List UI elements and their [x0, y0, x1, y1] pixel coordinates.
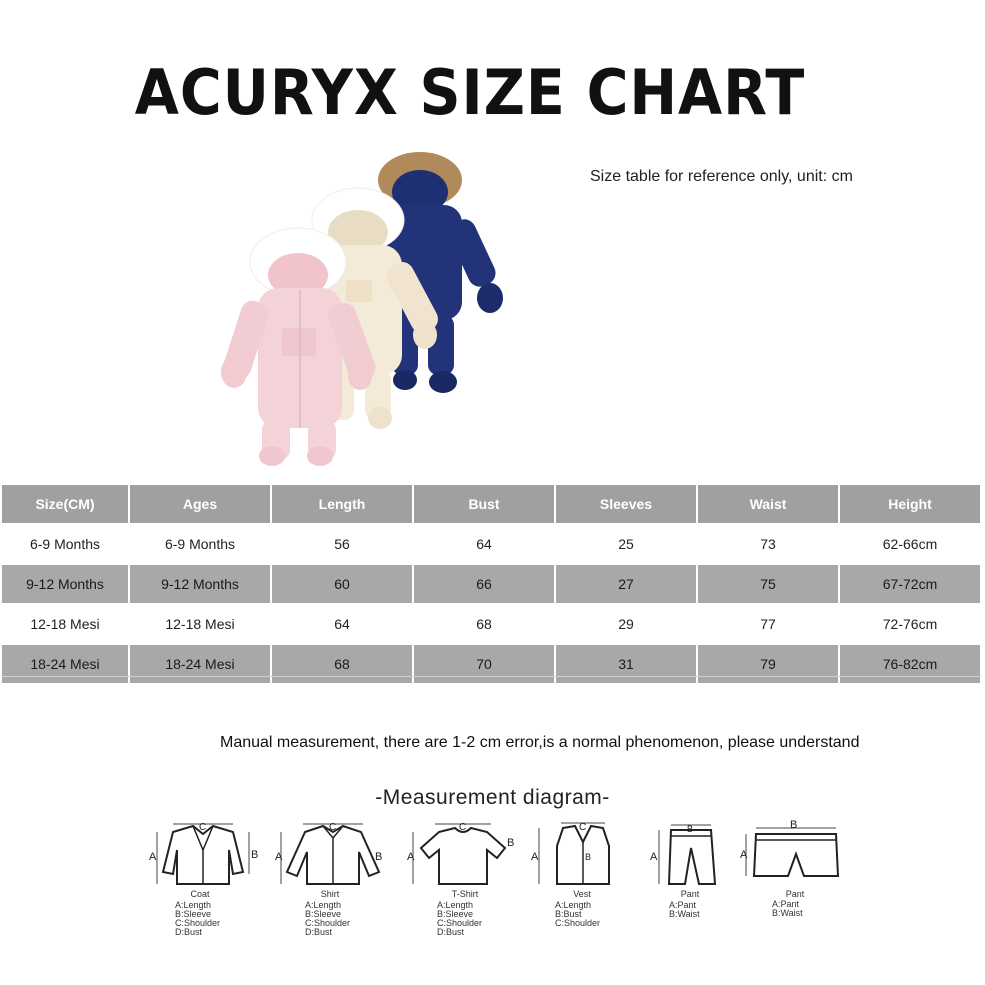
garment-name: T-Shirt: [451, 889, 479, 899]
legend-item: D:Bust: [175, 927, 203, 937]
legend-item: A:Pant: [772, 899, 800, 909]
diagram-label-a: A: [740, 849, 748, 861]
table-cell: 64: [413, 524, 555, 564]
shorts-icon: [740, 818, 850, 888]
legend-item: B:Sleeve: [437, 909, 474, 919]
legend-item: B:Waist: [772, 908, 803, 918]
garment-legend: [305, 901, 350, 937]
diagram-label-c: C: [329, 822, 337, 833]
diagram-label-a: A: [531, 851, 539, 863]
diagram-label-c: C: [199, 822, 207, 833]
legend-item: A:Length: [555, 900, 592, 910]
legend-item: A:Length: [175, 900, 212, 910]
table-cell: 31: [555, 644, 697, 684]
header-ages: Ages: [129, 485, 271, 524]
coat-icon: [145, 820, 275, 890]
table-cell: 70: [413, 644, 555, 684]
diagram-label-a: A: [275, 851, 283, 863]
garment-legend: [772, 900, 803, 918]
table-cell: 60: [271, 564, 413, 604]
table-cell: 73: [697, 524, 839, 564]
table-cell: 67-72cm: [839, 564, 981, 604]
table-cell: 29: [555, 604, 697, 644]
table-cell: 64: [271, 604, 413, 644]
header-length: Length: [271, 485, 413, 524]
legend-item: C:Shoulder: [437, 918, 483, 928]
table-cell: 75: [697, 564, 839, 604]
table-cell: 56: [271, 524, 413, 564]
vest-icon: [525, 820, 655, 890]
garment-legend: [175, 901, 220, 937]
header-size: Size(CM): [2, 485, 129, 524]
header-waist: Waist: [697, 485, 839, 524]
table-header-row: [2, 485, 981, 524]
legend-item: B:Sleeve: [175, 909, 212, 919]
legend-item: A:Pant: [669, 900, 697, 910]
garment-name: Pant: [680, 889, 700, 899]
garment-name: Coat: [190, 889, 210, 899]
reference-note: Size table for reference only, unit: cm: [590, 168, 853, 185]
diagram-label-b: B: [790, 819, 798, 831]
garment-legend: [437, 901, 482, 937]
table-row: [2, 644, 981, 684]
coat-diagram: [145, 820, 275, 940]
legend-item: B:Sleeve: [305, 909, 342, 919]
diagram-label-b: B: [507, 837, 515, 849]
table-cell: 62-66cm: [839, 524, 981, 564]
vest-diagram: [525, 820, 655, 940]
page-title: ACURYX SIZE CHART: [134, 56, 806, 129]
legend-item: D:Bust: [305, 927, 333, 937]
legend-item: D:Bust: [437, 927, 465, 937]
diagram-label-b: B: [687, 824, 694, 834]
table-cell: 68: [413, 604, 555, 644]
header-sleeves: Sleeves: [555, 485, 697, 524]
table-cell: 18-24 Mesi: [2, 644, 129, 684]
table-cell: 72-76cm: [839, 604, 981, 644]
legend-item: B:Waist: [669, 909, 700, 919]
table-cell: 27: [555, 564, 697, 604]
table-cell: 9-12 Months: [129, 564, 271, 604]
diagram-label-b: B: [375, 851, 383, 863]
pant-icon: [645, 820, 745, 890]
table-divider: [2, 676, 981, 677]
legend-item: C:Shoulder: [555, 918, 601, 928]
measurement-note: Manual measurement, there are 1-2 cm error,is a normal phenomenon, please understand: [220, 734, 860, 751]
diagram-title: -Measurement diagram-: [375, 786, 610, 809]
garment-name: Vest: [573, 889, 591, 899]
tshirt-diagram: [405, 820, 535, 940]
diagram-label-c: C: [459, 822, 467, 833]
table-cell: 9-12 Months: [2, 564, 129, 604]
shirt-icon: [275, 820, 405, 890]
legend-item: A:Length: [437, 900, 474, 910]
diagram-label-a: A: [650, 851, 658, 863]
table-row: [2, 564, 981, 604]
header-bust: Bust: [413, 485, 555, 524]
garment-legend: [555, 901, 600, 928]
table-row: [2, 524, 981, 564]
garment-name: Shirt: [320, 889, 340, 899]
size-table: [2, 485, 982, 685]
header-height: Height: [839, 485, 981, 524]
table-cell: 12-18 Mesi: [129, 604, 271, 644]
legend-item: B:Bust: [555, 909, 582, 919]
table-cell: 12-18 Mesi: [2, 604, 129, 644]
garment-legend: [669, 901, 700, 919]
table-cell: 6-9 Months: [2, 524, 129, 564]
table-cell: 66: [413, 564, 555, 604]
shirt-diagram: [275, 820, 405, 940]
diagram-label-a: A: [407, 851, 415, 863]
diagram-label-a: A: [149, 851, 157, 863]
table-cell: 25: [555, 524, 697, 564]
garment-name: Pant: [785, 889, 805, 899]
table-cell: 68: [271, 644, 413, 684]
table-row: [2, 604, 981, 644]
diagram-label-b: B: [251, 849, 259, 861]
legend-item: A:Length: [305, 900, 342, 910]
table-cell: 77: [697, 604, 839, 644]
diagram-label-c: C: [579, 822, 587, 833]
diagram-label-b: B: [585, 852, 592, 862]
table-cell: 18-24 Mesi: [129, 644, 271, 684]
table-cell: 6-9 Months: [129, 524, 271, 564]
product-image: [200, 150, 520, 480]
shorts-diagram: [740, 818, 870, 938]
legend-item: C:Shoulder: [175, 918, 221, 928]
table-cell: 79: [697, 644, 839, 684]
tshirt-icon: [405, 820, 535, 890]
legend-item: C:Shoulder: [305, 918, 351, 928]
table-cell: 76-82cm: [839, 644, 981, 684]
